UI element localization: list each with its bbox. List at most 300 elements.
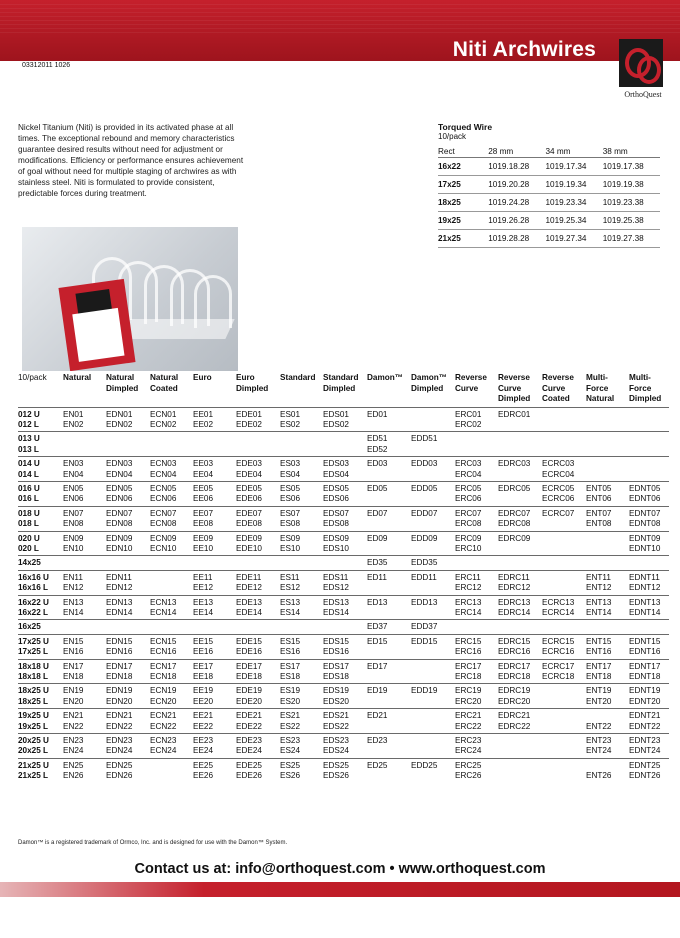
product-code-cell: EDS13 EDS14	[323, 595, 367, 620]
product-code-cell: EDNT09 EDNT10	[629, 531, 669, 556]
product-code-cell: EN01 EN02	[63, 407, 106, 432]
wire-size-cell: 16x25	[18, 620, 63, 634]
torqued-header-cell: 38 mm	[603, 146, 660, 158]
product-code-cell: ECRC13 ECRC14	[542, 595, 586, 620]
table-row	[18, 734, 669, 759]
product-code-cell: EDNT17 EDNT18	[629, 659, 669, 684]
product-code-cell: EDN15 EDN16	[106, 634, 150, 659]
product-code-cell: EDS03 EDS04	[323, 457, 367, 482]
product-code-cell	[542, 432, 586, 457]
product-code-cell: ES05 ES06	[280, 481, 323, 506]
wire-size-cell: 14x25	[18, 556, 63, 570]
product-code-cell: EDS19 EDS20	[323, 684, 367, 709]
product-code-cell: ED25	[367, 758, 411, 782]
product-code-cell: EDS15 EDS16	[323, 634, 367, 659]
product-code-cell: EDD15	[411, 634, 455, 659]
torqued-code-cell: 1019.19.34	[545, 176, 602, 194]
product-code-cell: EN21 EN22	[63, 709, 106, 734]
torqued-header-cell: Rect	[438, 146, 488, 158]
product-code-cell: ED11	[367, 570, 411, 595]
product-code-cell: EE11 EE12	[193, 570, 236, 595]
product-code-cell	[455, 556, 498, 570]
product-code-cell: ED21	[367, 709, 411, 734]
product-code-cell: EE07 EE08	[193, 506, 236, 531]
product-code-cell: ERC05 ERC06	[455, 481, 498, 506]
product-code-cell: EE15 EE16	[193, 634, 236, 659]
table-row	[18, 595, 669, 620]
torqued-row	[438, 176, 660, 194]
wire-size-cell: 19x25 U 19x25 L	[18, 709, 63, 734]
product-code-cell	[586, 432, 629, 457]
product-code-cell	[106, 620, 150, 634]
product-code-cell	[455, 620, 498, 634]
table-row	[18, 659, 669, 684]
product-code-cell: ECRC07	[542, 506, 586, 531]
contact-line: Contact us at: info@orthoquest.com • www.orthoquest.com	[134, 861, 546, 877]
product-code-cell	[280, 432, 323, 457]
product-package	[58, 279, 135, 371]
product-code-cell	[586, 620, 629, 634]
product-code-cell	[586, 407, 629, 432]
product-code-cell: EDD13	[411, 595, 455, 620]
product-code-cell: EDNT15 EDNT16	[629, 634, 669, 659]
product-code-cell: EDRC17 EDRC18	[498, 659, 542, 684]
product-code-cell	[586, 556, 629, 570]
product-code-cell	[498, 432, 542, 457]
torqued-title: Torqued Wire	[438, 122, 493, 132]
product-code-cell: EN13 EN14	[63, 595, 106, 620]
product-code-cell	[280, 620, 323, 634]
torqued-subtitle: 10/pack	[438, 132, 467, 141]
product-code-cell: ED23	[367, 734, 411, 759]
torqued-code-cell: 1019.28.28	[488, 230, 545, 248]
product-code-cell: EDD25	[411, 758, 455, 782]
table-row	[18, 531, 669, 556]
torqued-row	[438, 212, 660, 230]
product-code-cell: ECN03 ECN04	[150, 457, 193, 482]
product-code-cell: ES09 ES10	[280, 531, 323, 556]
product-code-cell: EDN05 EDN06	[106, 481, 150, 506]
product-code-cell: ED03	[367, 457, 411, 482]
product-code-cell: EDS01 EDS02	[323, 407, 367, 432]
product-code-cell: EDE03 EDE04	[236, 457, 280, 482]
torqued-header-cell: 28 mm	[488, 146, 545, 158]
product-code-cell: ECN15 ECN16	[150, 634, 193, 659]
product-code-cell: ENT22	[586, 709, 629, 734]
product-code-cell: EDRC11 EDRC12	[498, 570, 542, 595]
product-code-cell: EDN23 EDN24	[106, 734, 150, 759]
product-code-cell	[629, 432, 669, 457]
product-code-cell: EDD03	[411, 457, 455, 482]
product-code-cell: EDNT05 EDNT06	[629, 481, 669, 506]
footer-bar	[0, 882, 680, 897]
product-code-cell: EN05 EN06	[63, 481, 106, 506]
product-code-cell: ECN09 ECN10	[150, 531, 193, 556]
product-code-cell: EE25 EE26	[193, 758, 236, 782]
product-code-cell: ES01 ES02	[280, 407, 323, 432]
torqued-row	[438, 158, 660, 176]
product-code-cell: EDRC07 EDRC08	[498, 506, 542, 531]
product-code-cell	[542, 620, 586, 634]
product-code-cell: EDE13 EDE14	[236, 595, 280, 620]
torqued-size-cell: 18x25	[438, 194, 488, 212]
product-code-cell: EDE01 EDE02	[236, 407, 280, 432]
torqued-code-cell: 1019.24.28	[488, 194, 545, 212]
product-code-cell: ERC19 ERC20	[455, 684, 498, 709]
product-code-cell	[542, 734, 586, 759]
product-code-cell: ED13	[367, 595, 411, 620]
product-code-cell: EDE07 EDE08	[236, 506, 280, 531]
table-row	[18, 556, 669, 570]
archwire-table	[18, 373, 669, 783]
product-code-cell: EN19 EN20	[63, 684, 106, 709]
torqued-row	[438, 230, 660, 248]
product-code-cell	[236, 620, 280, 634]
product-code-cell	[236, 432, 280, 457]
product-code-cell: EDN07 EDN08	[106, 506, 150, 531]
product-code-cell: EE13 EE14	[193, 595, 236, 620]
product-code-cell	[193, 432, 236, 457]
torqued-size-cell: 17x25	[438, 176, 488, 194]
torqued-code-cell: 1019.23.34	[545, 194, 602, 212]
wire-size-cell: 16x22 U 16x22 L	[18, 595, 63, 620]
wire-size-cell: 018 U 018 L	[18, 506, 63, 531]
product-code-cell	[63, 620, 106, 634]
intro-paragraph: Nickel Titanium (Niti) is provided in its activated phase at all times. The exceptional rebound and memory characteristics guarantee desired results without need for adjustment or modifications. Efficiency or performance ensures achievement of goal without need for multiple staging of archwires as with stainless steel. Niti is formulated to provide consistent, predictable forces during treatment.	[18, 123, 244, 198]
product-code-cell: ENT11 ENT12	[586, 570, 629, 595]
table-row	[18, 432, 669, 457]
product-code-cell: EDNT19 EDNT20	[629, 684, 669, 709]
product-code-cell: ED01	[367, 407, 411, 432]
product-code-cell: ES07 ES08	[280, 506, 323, 531]
torqued-code-cell: 1019.27.38	[603, 230, 660, 248]
product-code-cell: ECN05 ECN06	[150, 481, 193, 506]
table-row	[18, 570, 669, 595]
product-code-cell: EDN17 EDN18	[106, 659, 150, 684]
logo-mark-icon	[619, 39, 663, 87]
product-code-cell	[586, 531, 629, 556]
product-code-cell: ES19 ES20	[280, 684, 323, 709]
product-code-cell: ERC15 ERC16	[455, 634, 498, 659]
wire-size-cell: 016 U 016 L	[18, 481, 63, 506]
product-code-cell	[498, 734, 542, 759]
product-code-cell	[280, 556, 323, 570]
torqued-code-cell: 1019.23.38	[603, 194, 660, 212]
product-code-cell: EDNT23 EDNT24	[629, 734, 669, 759]
product-code-cell: ES03 ES04	[280, 457, 323, 482]
product-code-cell: EDE11 EDE12	[236, 570, 280, 595]
product-code-cell: EN07 EN08	[63, 506, 106, 531]
product-code-cell: EDN21 EDN22	[106, 709, 150, 734]
table-row	[18, 407, 669, 432]
product-code-cell: EDNT07 EDNT08	[629, 506, 669, 531]
wire-size-cell: 013 U 013 L	[18, 432, 63, 457]
wire-size-cell: 21x25 U 21x25 L	[18, 758, 63, 782]
product-code-cell: EDS05 EDS06	[323, 481, 367, 506]
product-code-cell: EDD35	[411, 556, 455, 570]
product-code-cell	[542, 570, 586, 595]
product-code-cell: ECRC15 ECRC16	[542, 634, 586, 659]
logo-brand-text: OrthoQuest	[624, 90, 662, 99]
product-code-cell: ERC07 ERC08	[455, 506, 498, 531]
table-row	[18, 758, 669, 782]
footnote: Damon™ is a registered trademark of Ormco, Inc. and is designed for use with the Damon™ System.	[18, 840, 288, 846]
product-code-cell	[542, 531, 586, 556]
wire-size-cell: 20x25 U 20x25 L	[18, 734, 63, 759]
torqued-code-cell: 1019.17.34	[545, 158, 602, 176]
product-code-cell	[150, 570, 193, 595]
column-header: Reverse Curve Dimpled	[498, 373, 531, 403]
wire-size-cell: 16x16 U 16x16 L	[18, 570, 63, 595]
product-code-cell	[63, 432, 106, 457]
torqued-code-cell: 1019.20.28	[488, 176, 545, 194]
product-code-cell: ERC11 ERC12	[455, 570, 498, 595]
product-code-cell: ENT15 ENT16	[586, 634, 629, 659]
product-code-cell	[150, 556, 193, 570]
product-code-cell	[498, 758, 542, 782]
product-code-cell: ERC23 ERC24	[455, 734, 498, 759]
product-code-cell: ENT26	[586, 758, 629, 782]
wire-size-cell: 014 U 014 L	[18, 457, 63, 482]
product-code-cell	[236, 556, 280, 570]
product-code-cell: EDN19 EDN20	[106, 684, 150, 709]
product-code-cell: EDD05	[411, 481, 455, 506]
product-code-cell: ERC13 ERC14	[455, 595, 498, 620]
product-code-cell: ENT23 ENT24	[586, 734, 629, 759]
product-code-cell: ECRC05 ECRC06	[542, 481, 586, 506]
product-code-cell: ED37	[367, 620, 411, 634]
product-code-cell: ENT05 ENT06	[586, 481, 629, 506]
product-code-cell: EN03 EN04	[63, 457, 106, 482]
product-code-cell: EDE19 EDE20	[236, 684, 280, 709]
product-code-cell: EE17 EE18	[193, 659, 236, 684]
product-code-cell: EDD11	[411, 570, 455, 595]
product-code-cell: EN09 EN10	[63, 531, 106, 556]
torqued-code-cell: 1019.17.38	[603, 158, 660, 176]
product-code-cell: ES13 ES14	[280, 595, 323, 620]
product-code-cell	[498, 620, 542, 634]
product-code-cell: ERC25 ERC26	[455, 758, 498, 782]
product-code-cell: EDE17 EDE18	[236, 659, 280, 684]
torqued-code-cell: 1019.26.28	[488, 212, 545, 230]
product-code-cell: EDNT25 EDNT26	[629, 758, 669, 782]
product-code-cell: EDN13 EDN14	[106, 595, 150, 620]
product-code-cell: ENT17 ENT18	[586, 659, 629, 684]
product-code-cell: EDRC19 EDRC20	[498, 684, 542, 709]
table-row	[18, 506, 669, 531]
product-code-cell: EE21 EE22	[193, 709, 236, 734]
product-code-cell: ECRC03 ECRC04	[542, 457, 586, 482]
product-code-cell: ED09	[367, 531, 411, 556]
document-number: 03312011 1026	[22, 62, 71, 69]
product-code-cell: ENT13 ENT14	[586, 595, 629, 620]
product-code-cell	[323, 620, 367, 634]
product-code-cell	[411, 709, 455, 734]
product-code-cell: EDS25 EDS26	[323, 758, 367, 782]
product-code-cell: EDNT21 EDNT22	[629, 709, 669, 734]
product-code-cell: EDRC03	[498, 457, 542, 482]
product-code-cell: EN23 EN24	[63, 734, 106, 759]
product-code-cell: EE01 EE02	[193, 407, 236, 432]
torqued-size-cell: 19x25	[438, 212, 488, 230]
product-code-cell: EDE05 EDE06	[236, 481, 280, 506]
product-code-cell: EDN25 EDN26	[106, 758, 150, 782]
product-code-cell	[629, 620, 669, 634]
column-header: Reverse Curve Coated	[542, 373, 574, 403]
product-code-cell: EDS07 EDS08	[323, 506, 367, 531]
product-code-cell: EDD07	[411, 506, 455, 531]
column-header: Standard Dimpled	[323, 373, 359, 393]
product-code-cell: ES25 ES26	[280, 758, 323, 782]
product-code-cell	[542, 709, 586, 734]
product-code-cell	[542, 684, 586, 709]
torqued-code-cell: 1019.27.34	[545, 230, 602, 248]
product-code-cell: EDE25 EDE26	[236, 758, 280, 782]
table-row	[18, 457, 669, 482]
product-code-cell: EDN01 EDN02	[106, 407, 150, 432]
product-code-cell: EDD51	[411, 432, 455, 457]
product-code-cell	[455, 432, 498, 457]
product-code-cell	[629, 457, 669, 482]
product-code-cell: ES21 ES22	[280, 709, 323, 734]
column-header: Reverse Curve	[455, 373, 487, 393]
product-code-cell	[629, 407, 669, 432]
product-code-cell: EDE23 EDE24	[236, 734, 280, 759]
product-code-cell	[106, 556, 150, 570]
product-code-cell: ENT19 ENT20	[586, 684, 629, 709]
table-row	[18, 709, 669, 734]
product-code-cell: ED35	[367, 556, 411, 570]
product-code-cell: ERC03 ERC04	[455, 457, 498, 482]
page-title: Niti Archwires	[452, 38, 596, 61]
product-code-cell	[542, 407, 586, 432]
product-code-cell: EDD37	[411, 620, 455, 634]
product-code-cell	[542, 758, 586, 782]
product-code-cell	[586, 457, 629, 482]
column-header: Damon™	[367, 373, 403, 382]
product-code-cell: EDD19	[411, 684, 455, 709]
product-code-cell: ES17 ES18	[280, 659, 323, 684]
product-code-cell	[193, 620, 236, 634]
product-code-cell: EDE15 EDE16	[236, 634, 280, 659]
product-code-cell: EDRC01	[498, 407, 542, 432]
wire-size-cell: 012 U 012 L	[18, 407, 63, 432]
product-code-cell: EE05 EE06	[193, 481, 236, 506]
column-header: Euro	[193, 373, 212, 382]
product-code-cell	[542, 556, 586, 570]
product-code-cell: EDRC05	[498, 481, 542, 506]
torqued-row	[438, 194, 660, 212]
product-code-cell	[629, 556, 669, 570]
column-header: Natural	[63, 373, 92, 382]
torqued-code-cell: 1019.25.38	[603, 212, 660, 230]
product-code-cell: EDNT11 EDNT12	[629, 570, 669, 595]
product-code-cell: EN11 EN12	[63, 570, 106, 595]
product-code-cell	[106, 432, 150, 457]
column-header: Natural Dimpled	[106, 373, 139, 393]
torqued-wire-section	[438, 122, 660, 248]
product-code-cell	[411, 407, 455, 432]
product-code-cell: EDE21 EDE22	[236, 709, 280, 734]
product-code-cell: ERC21 ERC22	[455, 709, 498, 734]
product-code-cell: ED05	[367, 481, 411, 506]
product-code-cell: EN17 EN18	[63, 659, 106, 684]
column-header: Standard	[280, 373, 316, 382]
column-header: Multi- Force Natural	[586, 373, 615, 403]
table-row	[18, 620, 669, 634]
product-code-cell: ECN07 ECN08	[150, 506, 193, 531]
product-code-cell	[150, 432, 193, 457]
product-code-cell: ES15 ES16	[280, 634, 323, 659]
column-header: 10/pack	[18, 373, 47, 382]
torqued-table	[438, 146, 660, 248]
product-code-cell: EDS21 EDS22	[323, 709, 367, 734]
product-code-cell: ERC17 ERC18	[455, 659, 498, 684]
product-code-cell: ECN21 ECN22	[150, 709, 193, 734]
product-code-cell: EDNT13 EDNT14	[629, 595, 669, 620]
orthoquest-logo	[617, 39, 665, 100]
torqued-code-cell: 1019.18.28	[488, 158, 545, 176]
table-row	[18, 684, 669, 709]
product-code-cell: ED17	[367, 659, 411, 684]
wire-size-cell: 18x18 U 18x18 L	[18, 659, 63, 684]
product-code-cell	[150, 758, 193, 782]
product-code-cell: EE03 EE04	[193, 457, 236, 482]
column-header: Damon™ Dimpled	[411, 373, 447, 393]
product-code-cell: ENT07 ENT08	[586, 506, 629, 531]
product-code-cell: EDN11 EDN12	[106, 570, 150, 595]
product-code-cell: EDRC15 EDRC16	[498, 634, 542, 659]
column-header: Natural Coated	[150, 373, 179, 393]
product-code-cell: EN25 EN26	[63, 758, 106, 782]
product-code-cell: ES11 ES12	[280, 570, 323, 595]
wire-size-cell: 020 U 020 L	[18, 531, 63, 556]
product-code-cell: ECN17 ECN18	[150, 659, 193, 684]
product-code-cell	[323, 432, 367, 457]
product-code-cell: EDRC21 EDRC22	[498, 709, 542, 734]
torqued-code-cell: 1019.19.38	[603, 176, 660, 194]
product-code-cell: EDD09	[411, 531, 455, 556]
table-row	[18, 634, 669, 659]
product-code-cell: ED15	[367, 634, 411, 659]
product-code-cell: ECN13 ECN14	[150, 595, 193, 620]
column-header: Euro Dimpled	[236, 373, 269, 393]
product-code-cell: EDE09 EDE10	[236, 531, 280, 556]
product-code-cell	[63, 556, 106, 570]
wire-size-cell: 18x25 U 18x25 L	[18, 684, 63, 709]
product-code-cell: ED07	[367, 506, 411, 531]
torqued-code-cell: 1019.25.34	[545, 212, 602, 230]
product-code-cell: ECN01 ECN02	[150, 407, 193, 432]
product-code-cell: EN15 EN16	[63, 634, 106, 659]
product-code-cell	[193, 556, 236, 570]
product-code-cell: EE19 EE20	[193, 684, 236, 709]
product-code-cell	[150, 620, 193, 634]
product-code-cell: ES23 ES24	[280, 734, 323, 759]
product-code-cell: EDS17 EDS18	[323, 659, 367, 684]
product-code-cell: EDN03 EDN04	[106, 457, 150, 482]
product-code-cell	[323, 556, 367, 570]
torqued-size-cell: 21x25	[438, 230, 488, 248]
product-code-cell: ED19	[367, 684, 411, 709]
product-photo	[22, 227, 238, 371]
product-code-cell: ECRC17 ECRC18	[542, 659, 586, 684]
product-code-cell: ECN23 ECN24	[150, 734, 193, 759]
product-code-cell: EDS09 EDS10	[323, 531, 367, 556]
column-header: Multi- Force Dimpled	[629, 373, 662, 403]
product-code-cell: EDS23 EDS24	[323, 734, 367, 759]
product-code-cell: EDS11 EDS12	[323, 570, 367, 595]
